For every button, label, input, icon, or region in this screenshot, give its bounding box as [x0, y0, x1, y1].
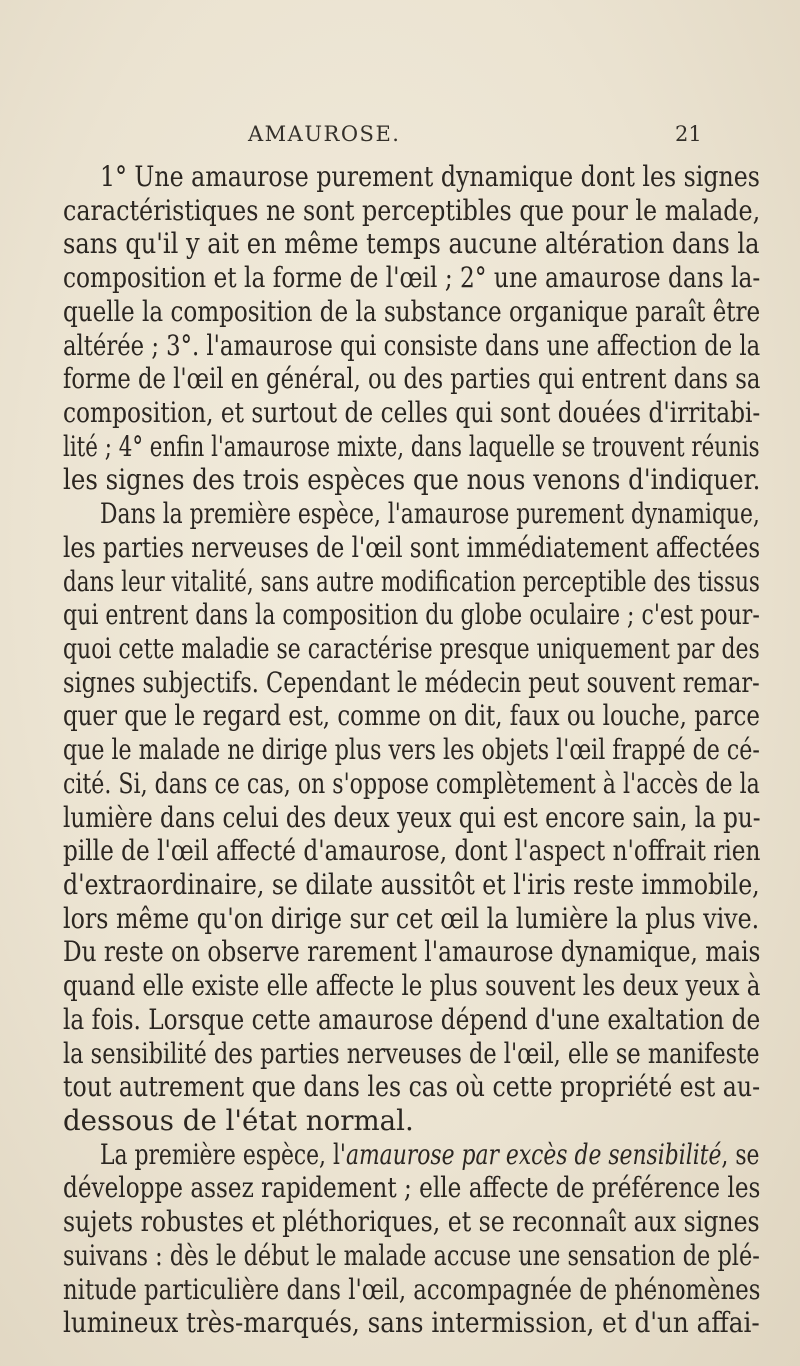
text-line: quoi cette maladie se caractérise presque uniquement par des	[63, 632, 760, 665]
text-line: Dans la première espèce, l'amaurose purement dynamique,	[100, 497, 760, 531]
text-line: forme de l'œil en général, ou des parties qui entrent dans sa	[63, 362, 761, 396]
text-line: quand elle existe elle affecte le plus souvent les deux yeux à	[63, 969, 761, 1003]
italic-run: amaurose par excès de sensibilité	[345, 1137, 722, 1171]
text-line: développe assez rapidement ; elle affecte de préférence les	[63, 1171, 761, 1205]
text-line: la sensibilité des parties nerveuses de l'œil, elle se manifeste	[63, 1036, 760, 1070]
text-line: Du reste on observe rarement l'amaurose dynamique, mais	[63, 935, 761, 969]
text-line: 1° Une amaurose purement dynamique dont les signes	[100, 160, 760, 193]
text-run: , se	[721, 1137, 760, 1171]
running-head	[0, 122, 800, 152]
text-line: pille de l'œil affecté d'amaurose, dont l'aspect n'offrait rien	[63, 834, 761, 868]
page-number: 21	[675, 122, 702, 146]
text-line: altérée ; 3°. l'amaurose qui consiste dans une affection de la	[63, 328, 761, 362]
text-line: composition et la forme de l'œil ; 2° une amaurose dans la-	[63, 261, 761, 295]
text-run: La première espèce, l'	[100, 1137, 346, 1171]
text-line: dans leur vitalité, sans autre modification perceptible des tissus	[63, 564, 760, 598]
text-line: lumineux très-marqués, sans intermission, et d'un affai-	[63, 1306, 760, 1340]
text-line: d'extraordinaire, se dilate aussitôt et l'iris reste immobile,	[63, 868, 760, 901]
text-line: les signes des trois espèces que nous venons d'indiquer.	[63, 463, 761, 497]
text-line: sujets robustes et pléthoriques, et se reconnaît aux signes	[63, 1205, 760, 1239]
text-line: que le malade ne dirige plus vers les objets l'œil frappé de cé-	[63, 733, 760, 767]
text-line: dessous de l'état normal.	[63, 1104, 414, 1137]
text-line: lors même qu'on dirige sur cet œil la lumière la plus vive.	[63, 901, 760, 935]
text-line: signes subjectifs. Cependant le médecin peut souvent remar-	[63, 665, 760, 699]
text-line: quer que le regard est, comme on dit, faux ou louche, parce	[63, 699, 760, 733]
text-line: qui entrent dans la composition du globe oculaire ; c'est pour-	[63, 598, 760, 632]
text-line: la fois. Lorsque cette amaurose dépend d'une exaltation de	[63, 1002, 761, 1036]
text-line: quelle la composition de la substance organique paraît être	[63, 294, 761, 328]
text-line: composition, et surtout de celles qui sont douées d'irritabi-	[63, 396, 761, 429]
text-line: nitude particulière dans l'œil, accompagnée de phénomènes	[63, 1272, 761, 1306]
text-line: tout autrement que dans les cas où cette propriété est au-	[63, 1070, 761, 1104]
text-line	[100, 1138, 759, 1172]
text-line: caractéristiques ne sont perceptibles que pour le malade,	[63, 193, 761, 227]
text-line: les parties nerveuses de l'œil sont immédiatement affectées	[63, 530, 761, 564]
running-title: AMAUROSE.	[248, 122, 401, 146]
text-line: lité ; 4° enfin l'amaurose mixte, dans laquelle se trouvent réunis	[63, 429, 760, 463]
text-line: cité. Si, dans ce cas, on s'oppose complètement à l'accès de la	[63, 766, 760, 800]
text-line: sans qu'il y ait en même temps aucune altération dans la	[63, 227, 760, 261]
text-line: suivans : dès le début le malade accuse une sensation de plé-	[63, 1238, 760, 1272]
text-line: lumière dans celui des deux yeux qui est encore sain, la pu-	[63, 800, 761, 834]
